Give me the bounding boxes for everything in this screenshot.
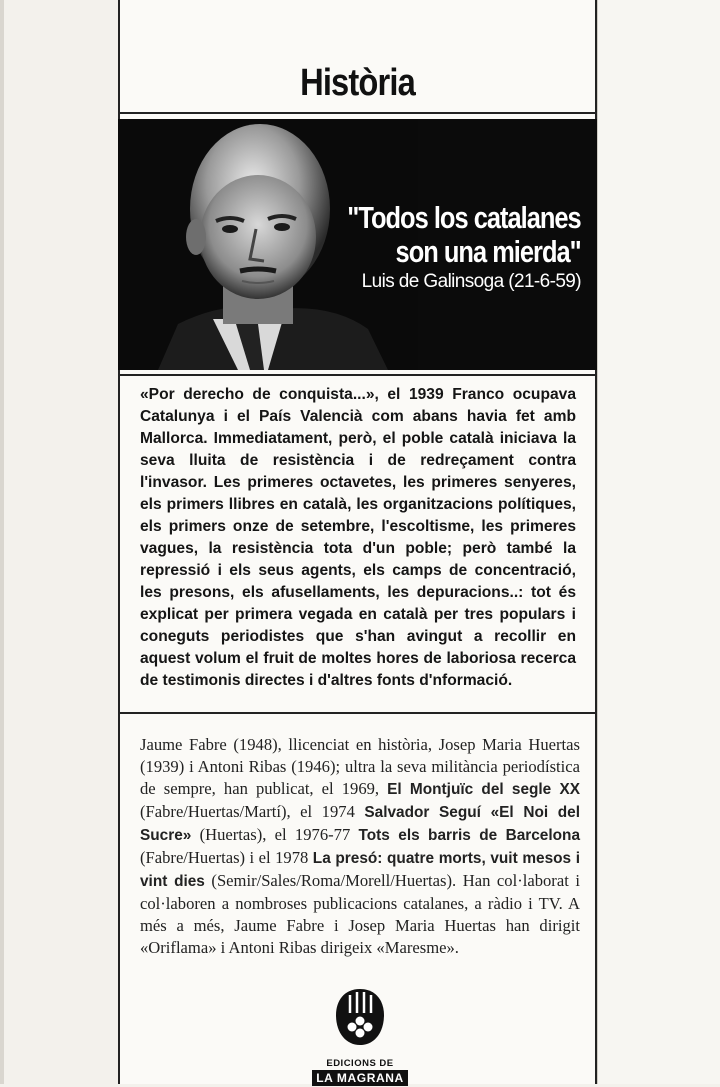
quote-line: "Todos los catalanes — [347, 200, 581, 235]
publisher-logo — [310, 985, 410, 1087]
quote-attribution: Luis de Galinsoga (21-6-59) — [361, 271, 581, 292]
book-title: Tots els barris de Barcelona — [358, 827, 580, 844]
bio-text: (Semir/Sales/Roma/Morell/Huertas). Han col·laborat i col·laboren a nombroses publicacions catalanes, a ràdio i TV. A més a més, Jaume Fabre i Josep Maria Huertas han dirigit «Oriflama» i Antoni Ribas dirigeix «Maresme». — [140, 871, 580, 957]
photo-band — [118, 119, 597, 370]
publisher-label: EDICIONS DE — [326, 1058, 394, 1069]
series-header — [118, 0, 597, 114]
series-title: Història — [300, 62, 415, 104]
authors-bio — [140, 734, 580, 959]
page-edge — [0, 0, 4, 1084]
page-margin — [597, 0, 720, 1084]
blurb-text: «Por derecho de conquista...», el 1939 Franco ocupava Catalunya i el País Valencià com abans havia fet amb Mallorca. Immediatament, però, el poble català iniciava la seva lluita de resistència i de redreçament contra l'invasor. Les primeres octavetes, les primeres senyeres, els primers llibres en català, les organitzacions polítiques, els primers onze de setembre, l'escoltisme, les primeres vagues, la resistència tota d'un poble; però també la repressió i els seus agents, els camps de concentració, les presons, els afusellaments, les depuracions..: tot és explicat per primera vegada en català per tres populars i coneguts periodistes que s'han avingut a recollir en aquest volum el fruit de moltes hores de laboriosa recerca de testimonis directes i d'altres fonts d'nformació. — [140, 386, 576, 689]
pomegranate-hand-icon — [330, 985, 390, 1049]
bio-text: Jaume Fabre (1948), llicenciat en història, Josep Maria Huertas (1939) i Antoni Ribas (1946); ultra la seva militància periodística de sempre, han publicat, el 1969, — [140, 735, 580, 798]
book-title: La presó: quatre morts, vuit mesos i vint dies — [140, 850, 580, 890]
book-title: El Montjuïc del segle XX — [387, 781, 580, 798]
quote-line: son una mierda" — [395, 234, 581, 269]
bio-text: (Fabre/Huertas) i el 1978 — [140, 848, 313, 867]
bio-text: (Fabre/Huertas/Martí), el 1974 — [140, 802, 365, 821]
bio-text: (Huertas), el 1976-77 — [191, 825, 359, 844]
publisher-name: LA MAGRANA — [312, 1070, 408, 1086]
book-title: Salvador Seguí «El Noi del Sucre» — [140, 804, 581, 844]
quote — [296, 201, 581, 269]
